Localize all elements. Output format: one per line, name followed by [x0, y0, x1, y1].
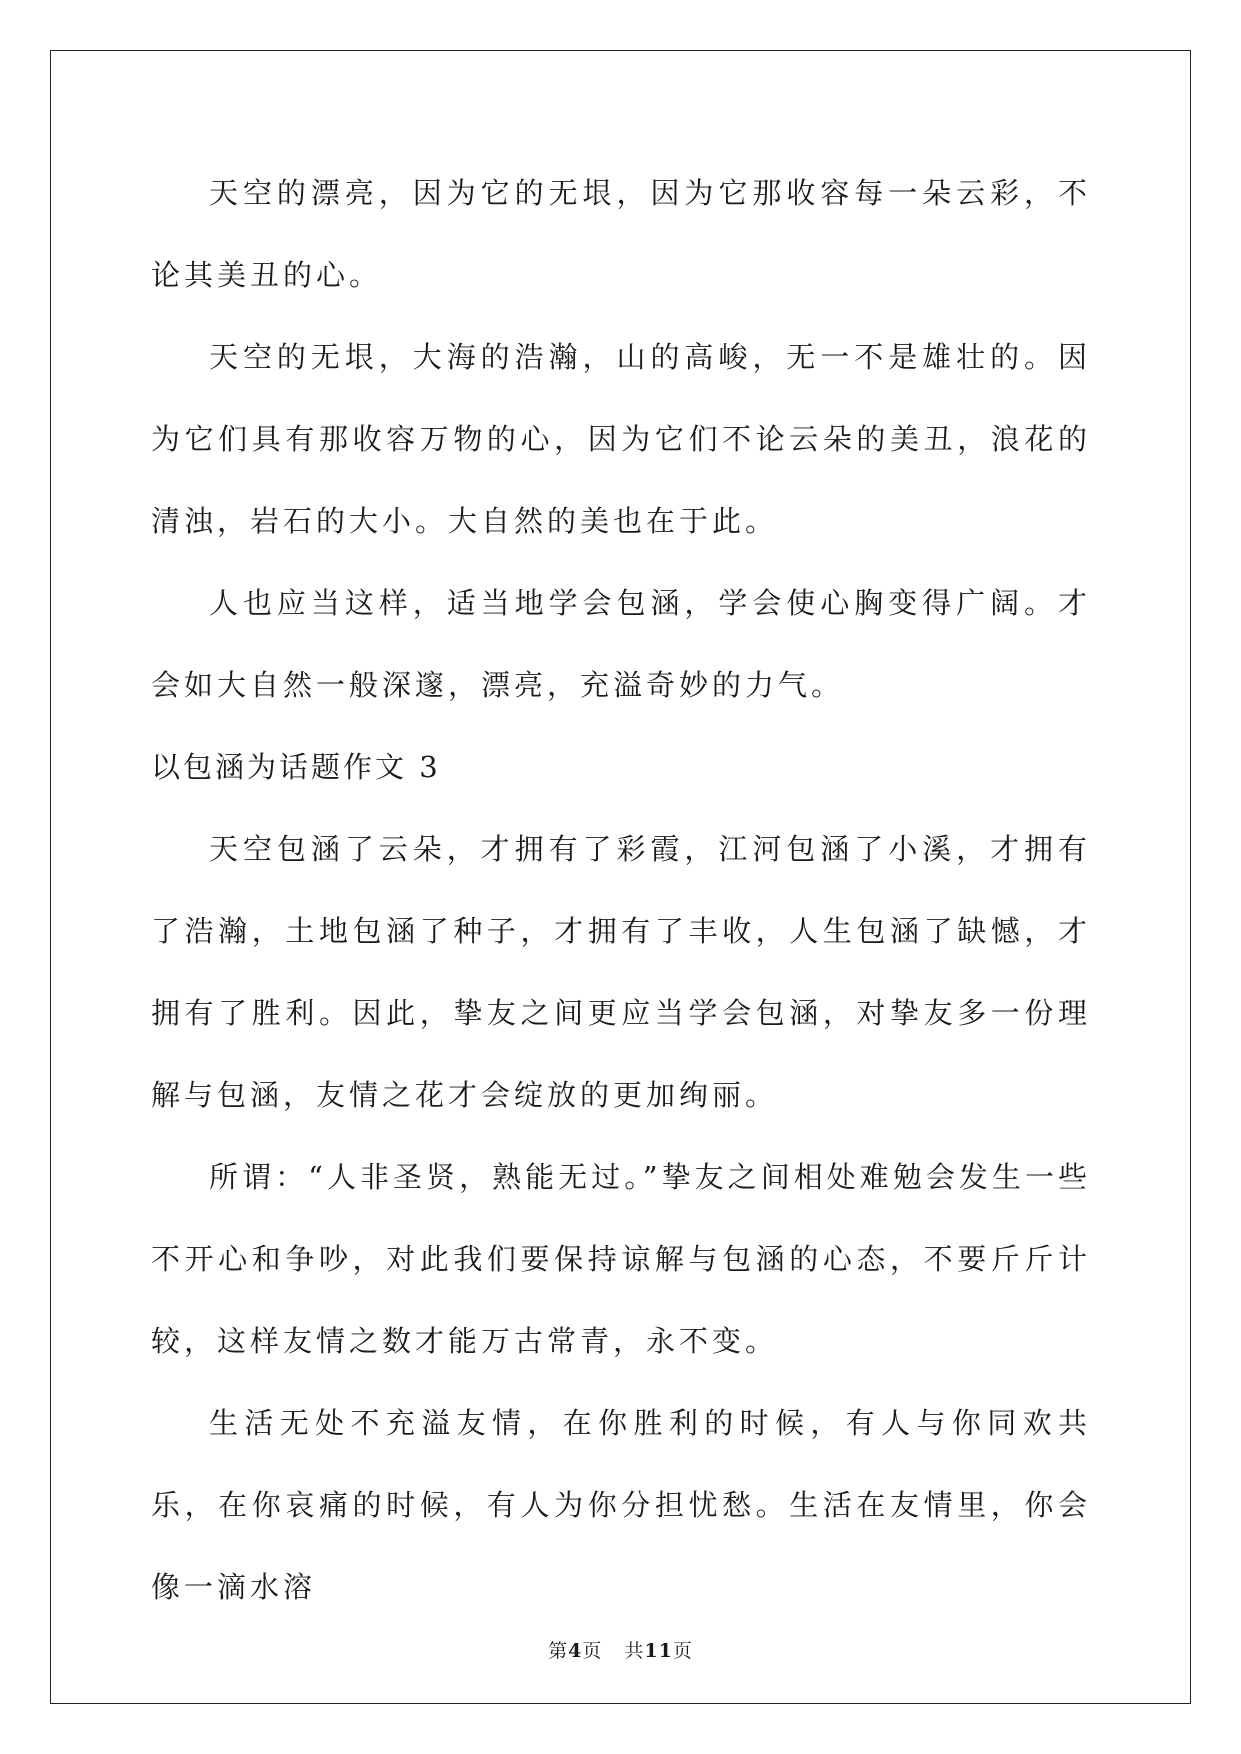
total-pages: 11: [644, 1640, 673, 1662]
page-footer: [0, 1636, 1241, 1663]
paragraph: 人也应当这样，适当地学会包涵，学会使心胸变得广阔。才会如大自然一般深邃，漂亮，充溢奇妙的力气。: [151, 586, 1091, 702]
page-prefix: 第: [548, 1640, 569, 1662]
total-prefix: 共: [624, 1640, 645, 1662]
paragraph: 所谓：“人非圣贤，熟能无过。”挚友之间相处难勉会发生一些不开心和争吵，对此我们要保持谅解与包涵的心态，不要斤斤计较，这样友情之数才能万古常青，永不变。: [151, 1160, 1091, 1358]
section-heading: 以包涵为话题作文 3: [151, 750, 441, 784]
paragraph: 天空包涵了云朵，才拥有了彩霞，江河包涵了小溪，才拥有了浩瀚，土地包涵了种子，才拥有了丰收，人生包涵了缺憾，才拥有了胜利。因此，挚友之间更应当学会包涵，对挚友多一份理解与包涵，友情之花才会绽放的更加绚丽。: [151, 832, 1091, 1112]
page-suffix: 页: [582, 1640, 603, 1662]
paragraph: 生活无处不充溢友情，在你胜利的时候，有人与你同欢共乐，在你哀痛的时候，有人为你分担忧愁。生活在友情里，你会像一滴水溶: [151, 1406, 1091, 1604]
paragraph: 天空的无垠，大海的浩瀚，山的高峻，无一不是雄壮的。因为它们具有那收容万物的心，因为它们不论云朵的美丑，浪花的清浊，岩石的大小。大自然的美也在于此。: [151, 340, 1091, 538]
total-suffix: 页: [672, 1640, 693, 1662]
paragraph: 天空的漂亮，因为它的无垠，因为它那收容每一朵云彩，不论其美丑的心。: [151, 176, 1091, 292]
page-number: 4: [568, 1640, 583, 1662]
document-body: [151, 152, 1091, 1628]
